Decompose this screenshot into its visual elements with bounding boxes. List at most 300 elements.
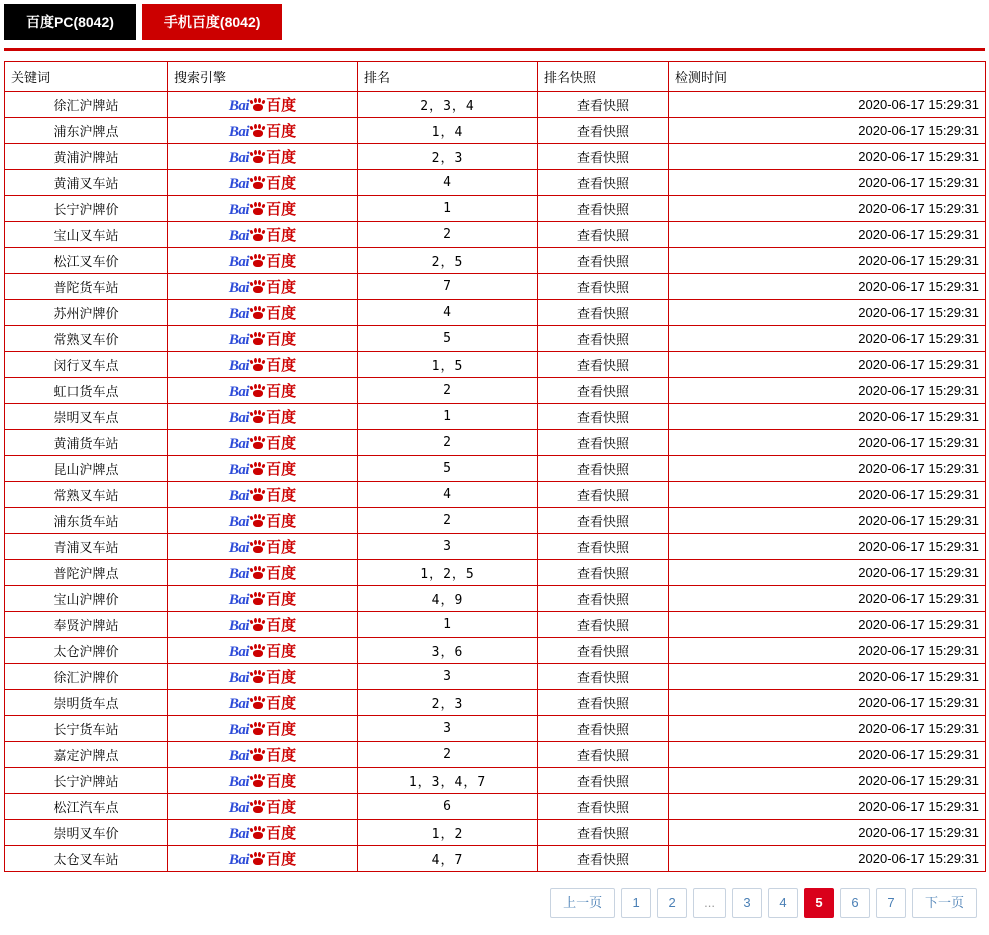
- cell-snapshot: [538, 118, 669, 144]
- pagination-next-button[interactable]: 下一页: [912, 888, 977, 918]
- cell-snapshot: [538, 274, 669, 300]
- table-row: [5, 820, 986, 846]
- cell-rank: 4，7: [358, 846, 538, 872]
- cell-rank: 1: [358, 404, 538, 430]
- cell-keyword: 黄浦沪牌站: [5, 144, 168, 170]
- cell-search-engine: [168, 482, 358, 508]
- table-row: [5, 196, 986, 222]
- cell-search-engine: [168, 716, 358, 742]
- baidu-logo-text-left: Bai: [228, 123, 250, 140]
- cell-snapshot: [538, 352, 669, 378]
- table-row: [5, 118, 986, 144]
- baidu-logo-icon: [229, 826, 296, 842]
- cell-snapshot: [538, 404, 669, 430]
- results-table-container: [0, 51, 989, 872]
- baidu-logo-text-right: 百度: [266, 512, 297, 530]
- baidu-logo-text-right: 百度: [266, 694, 297, 712]
- cell-snapshot: [538, 690, 669, 716]
- baidu-logo-text-right: 百度: [266, 590, 297, 608]
- table-row: [5, 560, 986, 586]
- cell-keyword: 浦东货车站: [5, 508, 168, 534]
- cell-search-engine: [168, 664, 358, 690]
- baidu-logo-icon: [229, 254, 296, 270]
- baidu-logo-text-right: 百度: [266, 330, 297, 348]
- view-snapshot-link[interactable]: 查看快照: [576, 566, 629, 581]
- table-row: [5, 326, 986, 352]
- column-header-rank: 排名: [358, 62, 538, 92]
- view-snapshot-link[interactable]: 查看快照: [576, 488, 629, 503]
- view-snapshot-link[interactable]: 查看快照: [576, 280, 629, 295]
- cell-check-time: 2020-06-17 15:29:31: [669, 742, 986, 768]
- tab-baidu-mobile[interactable]: 手机百度(8042): [142, 4, 282, 40]
- view-snapshot-link[interactable]: 查看快照: [576, 748, 629, 763]
- view-snapshot-link[interactable]: 查看快照: [576, 514, 629, 529]
- view-snapshot-link[interactable]: 查看快照: [576, 644, 629, 659]
- cell-snapshot: [538, 248, 669, 274]
- cell-rank: 3，6: [358, 638, 538, 664]
- cell-snapshot: [538, 534, 669, 560]
- view-snapshot-link[interactable]: 查看快照: [576, 670, 629, 685]
- baidu-logo-text-left: Bai: [228, 279, 250, 296]
- cell-keyword: 宝山叉车站: [5, 222, 168, 248]
- baidu-logo-text-left: Bai: [228, 201, 250, 218]
- view-snapshot-link[interactable]: 查看快照: [576, 800, 629, 815]
- baidu-logo-text-left: Bai: [228, 253, 250, 270]
- view-snapshot-link[interactable]: 查看快照: [576, 540, 629, 555]
- cell-rank: 6: [358, 794, 538, 820]
- cell-rank: 3: [358, 664, 538, 690]
- cell-snapshot: [538, 586, 669, 612]
- baidu-logo-text-right: 百度: [266, 668, 297, 686]
- cell-check-time: 2020-06-17 15:29:31: [669, 768, 986, 794]
- baidu-logo-icon: [229, 150, 296, 166]
- cell-rank: 4，9: [358, 586, 538, 612]
- tab-baidu-pc[interactable]: 百度PC(8042): [4, 4, 136, 40]
- view-snapshot-link[interactable]: 查看快照: [576, 176, 629, 191]
- baidu-logo-icon: [229, 566, 296, 582]
- cell-keyword: 奉贤沪牌站: [5, 612, 168, 638]
- baidu-logo-text-left: Bai: [228, 487, 250, 504]
- baidu-logo-text-left: Bai: [228, 435, 250, 452]
- baidu-logo-icon: [229, 800, 296, 816]
- pagination-page-6[interactable]: 6: [840, 888, 870, 918]
- baidu-logo-text-right: 百度: [266, 356, 297, 374]
- cell-rank: 2，3，4: [358, 92, 538, 118]
- cell-check-time: 2020-06-17 15:29:31: [669, 170, 986, 196]
- cell-search-engine: [168, 326, 358, 352]
- baidu-logo-text-right: 百度: [266, 850, 297, 868]
- table-row: [5, 846, 986, 872]
- table-row: [5, 534, 986, 560]
- cell-search-engine: [168, 690, 358, 716]
- cell-snapshot: [538, 560, 669, 586]
- baidu-logo-text-left: Bai: [228, 227, 250, 244]
- cell-rank: 2，5: [358, 248, 538, 274]
- cell-keyword: 普陀沪牌点: [5, 560, 168, 586]
- baidu-paw-icon: [250, 202, 265, 216]
- baidu-logo-icon: [229, 748, 296, 764]
- baidu-paw-icon: [250, 592, 265, 606]
- cell-search-engine: [168, 144, 358, 170]
- baidu-paw-icon: [250, 826, 265, 840]
- baidu-logo-text-right: 百度: [266, 304, 297, 322]
- table-row: [5, 404, 986, 430]
- baidu-logo-text-right: 百度: [266, 772, 297, 790]
- cell-rank: 2，3: [358, 144, 538, 170]
- table-header-row: [5, 62, 986, 92]
- table-body: [5, 92, 986, 872]
- baidu-logo-text-left: Bai: [228, 591, 250, 608]
- baidu-logo-text-right: 百度: [266, 824, 297, 842]
- cell-search-engine: [168, 300, 358, 326]
- view-snapshot-link[interactable]: 查看快照: [576, 306, 629, 321]
- cell-check-time: 2020-06-17 15:29:31: [669, 846, 986, 872]
- cell-rank: 4: [358, 300, 538, 326]
- pagination-page-3[interactable]: 3: [732, 888, 762, 918]
- column-header-time: 检测时间: [669, 62, 986, 92]
- cell-keyword: 长宁沪牌站: [5, 768, 168, 794]
- baidu-logo-text-left: Bai: [228, 175, 250, 192]
- cell-snapshot: [538, 378, 669, 404]
- baidu-paw-icon: [250, 280, 265, 294]
- baidu-logo-text-left: Bai: [228, 149, 250, 166]
- table-header: [5, 62, 986, 92]
- cell-check-time: 2020-06-17 15:29:31: [669, 196, 986, 222]
- tab-bar: [0, 0, 989, 40]
- pagination-ellipsis: ...: [693, 888, 726, 918]
- cell-check-time: 2020-06-17 15:29:31: [669, 326, 986, 352]
- cell-check-time: 2020-06-17 15:29:31: [669, 664, 986, 690]
- cell-check-time: 2020-06-17 15:29:31: [669, 638, 986, 664]
- cell-search-engine: [168, 378, 358, 404]
- cell-rank: 2: [358, 378, 538, 404]
- view-snapshot-link[interactable]: 查看快照: [576, 852, 629, 867]
- baidu-logo-text-right: 百度: [266, 148, 297, 166]
- view-snapshot-link[interactable]: 查看快照: [576, 332, 629, 347]
- cell-snapshot: [538, 92, 669, 118]
- pagination-page-2[interactable]: 2: [657, 888, 687, 918]
- baidu-paw-icon: [250, 228, 265, 242]
- baidu-paw-icon: [250, 800, 265, 814]
- baidu-logo-icon: [229, 540, 296, 556]
- cell-search-engine: [168, 846, 358, 872]
- baidu-logo-text-left: Bai: [228, 565, 250, 582]
- baidu-logo-icon: [229, 436, 296, 452]
- cell-snapshot: [538, 482, 669, 508]
- cell-search-engine: [168, 118, 358, 144]
- cell-keyword: 崇明货车点: [5, 690, 168, 716]
- baidu-logo-text-right: 百度: [266, 96, 297, 114]
- view-snapshot-link[interactable]: 查看快照: [576, 826, 629, 841]
- baidu-logo-text-left: Bai: [228, 331, 250, 348]
- pagination-page-4[interactable]: 4: [768, 888, 798, 918]
- cell-keyword: 虹口货车点: [5, 378, 168, 404]
- view-snapshot-link[interactable]: 查看快照: [576, 462, 629, 477]
- cell-search-engine: [168, 638, 358, 664]
- baidu-logo-icon: [229, 332, 296, 348]
- cell-check-time: 2020-06-17 15:29:31: [669, 560, 986, 586]
- baidu-logo-text-left: Bai: [228, 747, 250, 764]
- cell-search-engine: [168, 586, 358, 612]
- baidu-paw-icon: [250, 488, 265, 502]
- view-snapshot-link[interactable]: 查看快照: [576, 228, 629, 243]
- baidu-logo-icon: [229, 176, 296, 192]
- cell-snapshot: [538, 638, 669, 664]
- pagination-prev-button[interactable]: 上一页: [550, 888, 615, 918]
- pagination-page-1[interactable]: 1: [621, 888, 651, 918]
- table-row: [5, 92, 986, 118]
- baidu-paw-icon: [250, 852, 265, 866]
- baidu-logo-text-right: 百度: [266, 564, 297, 582]
- table-row: [5, 716, 986, 742]
- baidu-paw-icon: [250, 98, 265, 112]
- baidu-logo-icon: [229, 228, 296, 244]
- cell-keyword: 崇明叉车价: [5, 820, 168, 846]
- cell-search-engine: [168, 560, 358, 586]
- baidu-logo-text-left: Bai: [228, 305, 250, 322]
- baidu-logo-text-left: Bai: [228, 513, 250, 530]
- pagination-page-5[interactable]: 5: [804, 888, 834, 918]
- cell-check-time: 2020-06-17 15:29:31: [669, 274, 986, 300]
- view-snapshot-link[interactable]: 查看快照: [576, 358, 629, 373]
- cell-rank: 1，2，5: [358, 560, 538, 586]
- baidu-logo-text-left: Bai: [228, 669, 250, 686]
- cell-search-engine: [168, 534, 358, 560]
- cell-check-time: 2020-06-17 15:29:31: [669, 404, 986, 430]
- table-row: [5, 638, 986, 664]
- cell-keyword: 松江叉车价: [5, 248, 168, 274]
- cell-keyword: 黄浦叉车站: [5, 170, 168, 196]
- baidu-logo-icon: [229, 618, 296, 634]
- view-snapshot-link[interactable]: 查看快照: [576, 384, 629, 399]
- cell-search-engine: [168, 352, 358, 378]
- cell-keyword: 宝山沪牌价: [5, 586, 168, 612]
- cell-check-time: 2020-06-17 15:29:31: [669, 456, 986, 482]
- baidu-logo-icon: [229, 852, 296, 868]
- baidu-logo-text-left: Bai: [228, 799, 250, 816]
- cell-keyword: 徐汇沪牌站: [5, 92, 168, 118]
- table-row: [5, 352, 986, 378]
- baidu-logo-icon: [229, 410, 296, 426]
- view-snapshot-link[interactable]: 查看快照: [576, 722, 629, 737]
- view-snapshot-link[interactable]: 查看快照: [576, 124, 629, 139]
- cell-keyword: 松江汽车点: [5, 794, 168, 820]
- table-row: [5, 170, 986, 196]
- cell-snapshot: [538, 612, 669, 638]
- baidu-paw-icon: [250, 566, 265, 580]
- baidu-paw-icon: [250, 644, 265, 658]
- view-snapshot-link[interactable]: 查看快照: [576, 618, 629, 633]
- cell-rank: 3: [358, 716, 538, 742]
- cell-check-time: 2020-06-17 15:29:31: [669, 820, 986, 846]
- baidu-logo-text-right: 百度: [266, 382, 297, 400]
- rankings-table: [4, 61, 986, 872]
- cell-keyword: 太仓叉车站: [5, 846, 168, 872]
- cell-search-engine: [168, 274, 358, 300]
- baidu-logo-icon: [229, 384, 296, 400]
- cell-search-engine: [168, 170, 358, 196]
- baidu-paw-icon: [250, 124, 265, 138]
- cell-check-time: 2020-06-17 15:29:31: [669, 222, 986, 248]
- baidu-logo-text-right: 百度: [266, 122, 297, 140]
- table-row: [5, 794, 986, 820]
- cell-rank: 5: [358, 456, 538, 482]
- cell-search-engine: [168, 404, 358, 430]
- cell-snapshot: [538, 820, 669, 846]
- baidu-logo-text-right: 百度: [266, 252, 297, 270]
- table-row: [5, 508, 986, 534]
- cell-check-time: 2020-06-17 15:29:31: [669, 612, 986, 638]
- cell-search-engine: [168, 820, 358, 846]
- cell-rank: 2: [358, 742, 538, 768]
- cell-search-engine: [168, 742, 358, 768]
- baidu-paw-icon: [250, 254, 265, 268]
- baidu-logo-text-right: 百度: [266, 720, 297, 738]
- view-snapshot-link[interactable]: 查看快照: [576, 150, 629, 165]
- baidu-logo-text-right: 百度: [266, 538, 297, 556]
- table-row: [5, 664, 986, 690]
- cell-snapshot: [538, 742, 669, 768]
- cell-keyword: 苏州沪牌价: [5, 300, 168, 326]
- cell-check-time: 2020-06-17 15:29:31: [669, 144, 986, 170]
- baidu-logo-icon: [229, 124, 296, 140]
- cell-keyword: 太仓沪牌价: [5, 638, 168, 664]
- cell-snapshot: [538, 170, 669, 196]
- baidu-paw-icon: [250, 332, 265, 346]
- cell-rank: 4: [358, 482, 538, 508]
- table-row: [5, 612, 986, 638]
- baidu-logo-text-left: Bai: [228, 383, 250, 400]
- cell-check-time: 2020-06-17 15:29:31: [669, 534, 986, 560]
- cell-check-time: 2020-06-17 15:29:31: [669, 92, 986, 118]
- pagination: [0, 872, 989, 918]
- cell-keyword: 崇明叉车点: [5, 404, 168, 430]
- baidu-logo-text-left: Bai: [228, 643, 250, 660]
- baidu-logo-text-left: Bai: [228, 409, 250, 426]
- cell-rank: 1，2: [358, 820, 538, 846]
- table-row: [5, 456, 986, 482]
- cell-keyword: 徐汇沪牌价: [5, 664, 168, 690]
- cell-check-time: 2020-06-17 15:29:31: [669, 430, 986, 456]
- view-snapshot-link[interactable]: 查看快照: [576, 98, 629, 113]
- baidu-paw-icon: [250, 150, 265, 164]
- pagination-page-7[interactable]: 7: [876, 888, 906, 918]
- baidu-logo-text-left: Bai: [228, 695, 250, 712]
- baidu-logo-text-right: 百度: [266, 226, 297, 244]
- cell-keyword: 长宁货车站: [5, 716, 168, 742]
- view-snapshot-link[interactable]: 查看快照: [576, 410, 629, 425]
- view-snapshot-link[interactable]: 查看快照: [576, 254, 629, 269]
- cell-keyword: 常熟叉车站: [5, 482, 168, 508]
- cell-search-engine: [168, 92, 358, 118]
- cell-search-engine: [168, 196, 358, 222]
- cell-search-engine: [168, 222, 358, 248]
- cell-search-engine: [168, 794, 358, 820]
- cell-keyword: 青浦叉车站: [5, 534, 168, 560]
- view-snapshot-link[interactable]: 查看快照: [576, 592, 629, 607]
- column-header-engine: 搜索引擎: [168, 62, 358, 92]
- baidu-logo-icon: [229, 670, 296, 686]
- cell-keyword: 昆山沪牌点: [5, 456, 168, 482]
- cell-rank: 2: [358, 508, 538, 534]
- cell-check-time: 2020-06-17 15:29:31: [669, 482, 986, 508]
- baidu-logo-text-left: Bai: [228, 357, 250, 374]
- cell-check-time: 2020-06-17 15:29:31: [669, 300, 986, 326]
- table-row: [5, 768, 986, 794]
- cell-snapshot: [538, 196, 669, 222]
- cell-rank: 5: [358, 326, 538, 352]
- baidu-logo-text-right: 百度: [266, 460, 297, 478]
- baidu-logo-text-right: 百度: [266, 408, 297, 426]
- cell-rank: 1，4: [358, 118, 538, 144]
- cell-rank: 4: [358, 170, 538, 196]
- cell-rank: 1: [358, 196, 538, 222]
- cell-snapshot: [538, 326, 669, 352]
- cell-rank: 2: [358, 430, 538, 456]
- baidu-logo-text-right: 百度: [266, 798, 297, 816]
- baidu-logo-icon: [229, 488, 296, 504]
- baidu-logo-icon: [229, 358, 296, 374]
- baidu-paw-icon: [250, 618, 265, 632]
- cell-snapshot: [538, 716, 669, 742]
- baidu-logo-icon: [229, 696, 296, 712]
- cell-check-time: 2020-06-17 15:29:31: [669, 378, 986, 404]
- cell-keyword: 浦东沪牌点: [5, 118, 168, 144]
- cell-check-time: 2020-06-17 15:29:31: [669, 118, 986, 144]
- cell-keyword: 常熟叉车价: [5, 326, 168, 352]
- baidu-logo-icon: [229, 722, 296, 738]
- cell-rank: 1，5: [358, 352, 538, 378]
- baidu-logo-text-right: 百度: [266, 746, 297, 764]
- cell-keyword: 嘉定沪牌点: [5, 742, 168, 768]
- view-snapshot-link[interactable]: 查看快照: [576, 696, 629, 711]
- cell-snapshot: [538, 846, 669, 872]
- cell-check-time: 2020-06-17 15:29:31: [669, 248, 986, 274]
- baidu-paw-icon: [250, 540, 265, 554]
- table-row: [5, 586, 986, 612]
- view-snapshot-link[interactable]: 查看快照: [576, 202, 629, 217]
- cell-keyword: 普陀货车站: [5, 274, 168, 300]
- cell-keyword: 闵行叉车点: [5, 352, 168, 378]
- cell-snapshot: [538, 144, 669, 170]
- baidu-paw-icon: [250, 306, 265, 320]
- baidu-logo-icon: [229, 644, 296, 660]
- table-row: [5, 378, 986, 404]
- cell-check-time: 2020-06-17 15:29:31: [669, 690, 986, 716]
- table-row: [5, 222, 986, 248]
- view-snapshot-link[interactable]: 查看快照: [576, 436, 629, 451]
- baidu-logo-text-left: Bai: [228, 617, 250, 634]
- cell-check-time: 2020-06-17 15:29:31: [669, 586, 986, 612]
- baidu-logo-text-left: Bai: [228, 851, 250, 868]
- baidu-logo-icon: [229, 462, 296, 478]
- baidu-paw-icon: [250, 176, 265, 190]
- baidu-logo-text-right: 百度: [266, 642, 297, 660]
- cell-rank: 2: [358, 222, 538, 248]
- cell-check-time: 2020-06-17 15:29:31: [669, 352, 986, 378]
- column-header-keyword: 关键词: [5, 62, 168, 92]
- table-row: [5, 248, 986, 274]
- baidu-paw-icon: [250, 462, 265, 476]
- cell-snapshot: [538, 768, 669, 794]
- baidu-logo-text-right: 百度: [266, 200, 297, 218]
- cell-rank: 1: [358, 612, 538, 638]
- cell-search-engine: [168, 768, 358, 794]
- table-row: [5, 430, 986, 456]
- baidu-paw-icon: [250, 358, 265, 372]
- baidu-logo-icon: [229, 592, 296, 608]
- view-snapshot-link[interactable]: 查看快照: [576, 774, 629, 789]
